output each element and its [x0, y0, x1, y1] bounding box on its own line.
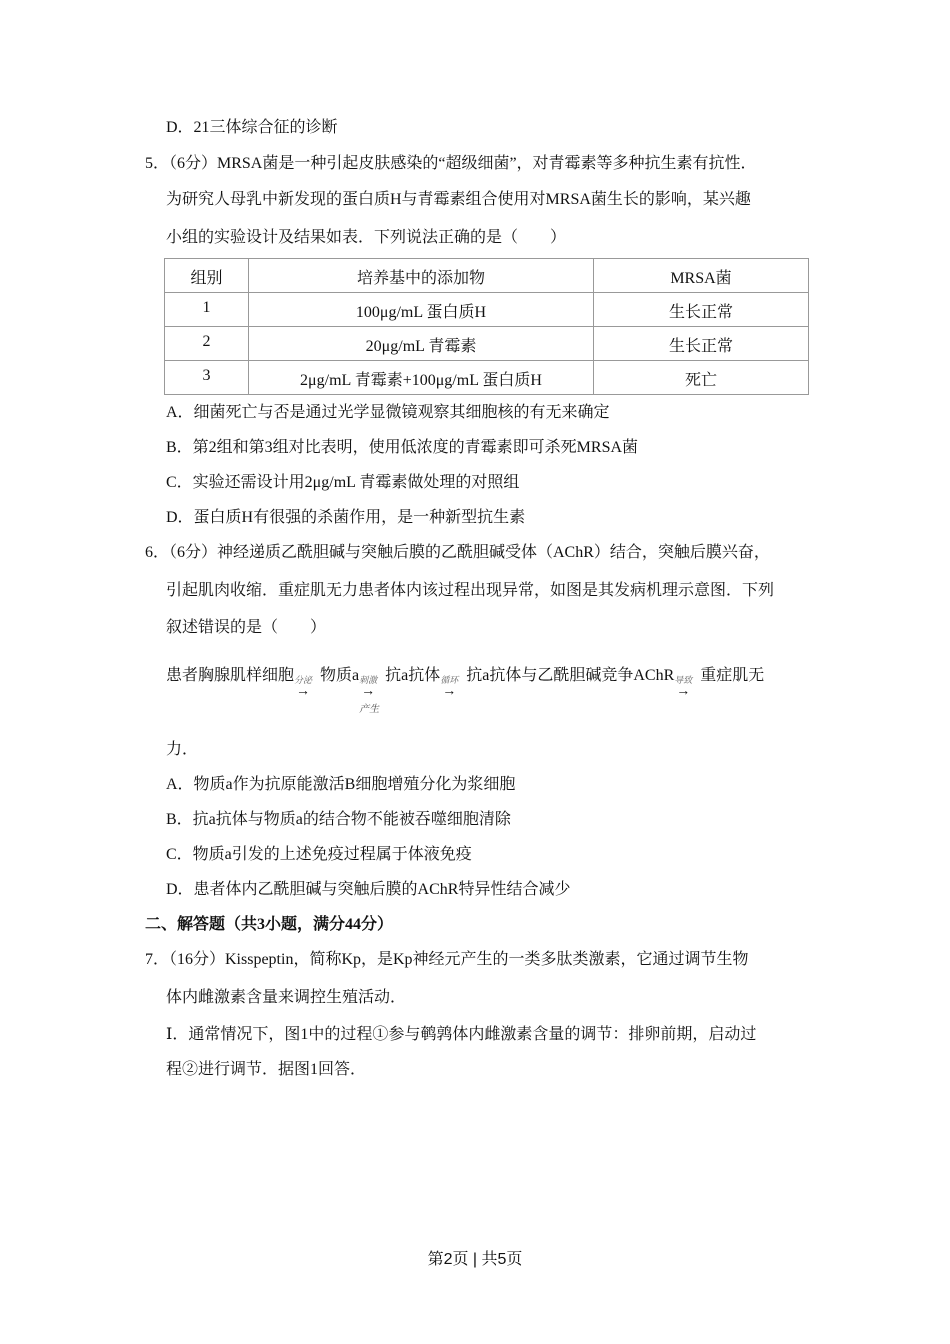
q5-table	[164, 258, 809, 395]
q6-flow-end: 力．	[166, 741, 199, 758]
q5-option-c: C．实验还需设计用2μg/mL 青霉素做处理的对照组	[166, 474, 520, 491]
table-cell: 1	[165, 293, 249, 327]
table-cell: 死亡	[594, 361, 809, 395]
q7-stem-1: 7．（16分）Kisspeptin，简称Kp，是Kp神经元产生的一类多肽类激素，它通过调节生物	[145, 951, 749, 968]
flow-step: 物质a	[320, 667, 360, 684]
q6-option-a: A．物质a作为抗原能激活B细胞增殖分化为浆细胞	[166, 776, 516, 793]
q5-stem-1: 5．（6分）MRSA菌是一种引起皮肤感染的“超级细菌”，对青霉素等多种抗生素有抗性．	[145, 155, 757, 172]
table-header: 组别	[165, 259, 249, 293]
flow-step: 重症肌无	[700, 667, 765, 684]
q5-option-b: B．第2组和第3组对比表明，使用低浓度的青霉素即可杀死MRSA菌	[166, 439, 639, 456]
page-footer: 第2页 | 共5页	[427, 1251, 523, 1268]
q4-option-d: D．21三体综合征的诊断	[166, 119, 338, 136]
table-row	[165, 293, 809, 327]
flow-step: 抗a抗体	[385, 667, 441, 684]
flow-step: 患者胸腺肌样细胞	[166, 667, 295, 684]
arrow-icon: 导致 →	[674, 675, 693, 699]
table-cell: 100μg/mL 蛋白质H	[249, 293, 594, 327]
table-cell: 20μg/mL 青霉素	[249, 327, 594, 361]
table-row	[165, 361, 809, 395]
table-row	[165, 327, 809, 361]
table-cell: 2μg/mL 青霉素+100μg/mL 蛋白质H	[249, 361, 594, 395]
table-cell: 生长正常	[594, 293, 809, 327]
table-cell: 3	[165, 361, 249, 395]
q7-stem-4: 程②进行调节．据图1回答．	[166, 1061, 367, 1078]
q5-option-d: D．蛋白质H有很强的杀菌作用，是一种新型抗生素	[166, 509, 526, 526]
q5-option-a: A．细菌死亡与否是通过光学显微镜观察其细胞核的有无来确定	[166, 404, 610, 421]
q6-flow-diagram	[166, 666, 765, 715]
table-header-row	[165, 259, 809, 293]
table-header: 培养基中的添加物	[249, 259, 594, 293]
flow-step: 抗a抗体与乙酰胆碱竞争AChR	[466, 667, 675, 684]
q6-stem-3: 叙述错误的是（ ）	[166, 619, 327, 636]
q6-option-b: B．抗a抗体与物质a的结合物不能被吞噬细胞清除	[166, 811, 511, 828]
arrow-icon: 刺激 → 产生	[359, 675, 380, 715]
q6-option-d: D．患者体内乙酰胆碱与突触后膜的AChR特异性结合减少	[166, 881, 571, 898]
arrow-icon: 循环 →	[440, 675, 459, 699]
arrow-icon: 分泌 →	[294, 675, 313, 699]
q5-stem-2: 为研究人母乳中新发现的蛋白质H与青霉素组合使用对MRSA菌生长的影响，某兴趣	[166, 191, 751, 208]
q7-stem-3: Ⅰ．通常情况下，图1中的过程①参与鹌鹑体内雌激素含量的调节：排卵前期，启动过	[166, 1026, 757, 1043]
table-header: MRSA菌	[594, 259, 809, 293]
q5-stem-3: 小组的实验设计及结果如表．下列说法正确的是（ ）	[166, 229, 567, 246]
q6-stem-1: 6．（6分）神经递质乙酰胆碱与突触后膜的乙酰胆碱受体（AChR）结合，突触后膜兴奋，	[145, 544, 770, 561]
table-cell: 2	[165, 327, 249, 361]
table-cell: 生长正常	[594, 327, 809, 361]
section-heading: 二、解答题（共3小题，满分44分）	[145, 916, 394, 933]
q7-stem-2: 体内雌激素含量来调控生殖活动．	[166, 989, 407, 1006]
q6-stem-2: 引起肌肉收缩．重症肌无力患者体内该过程出现异常，如图是其发病机理示意图．下列	[166, 582, 775, 599]
q6-option-c: C．物质a引发的上述免疫过程属于体液免疫	[166, 846, 472, 863]
